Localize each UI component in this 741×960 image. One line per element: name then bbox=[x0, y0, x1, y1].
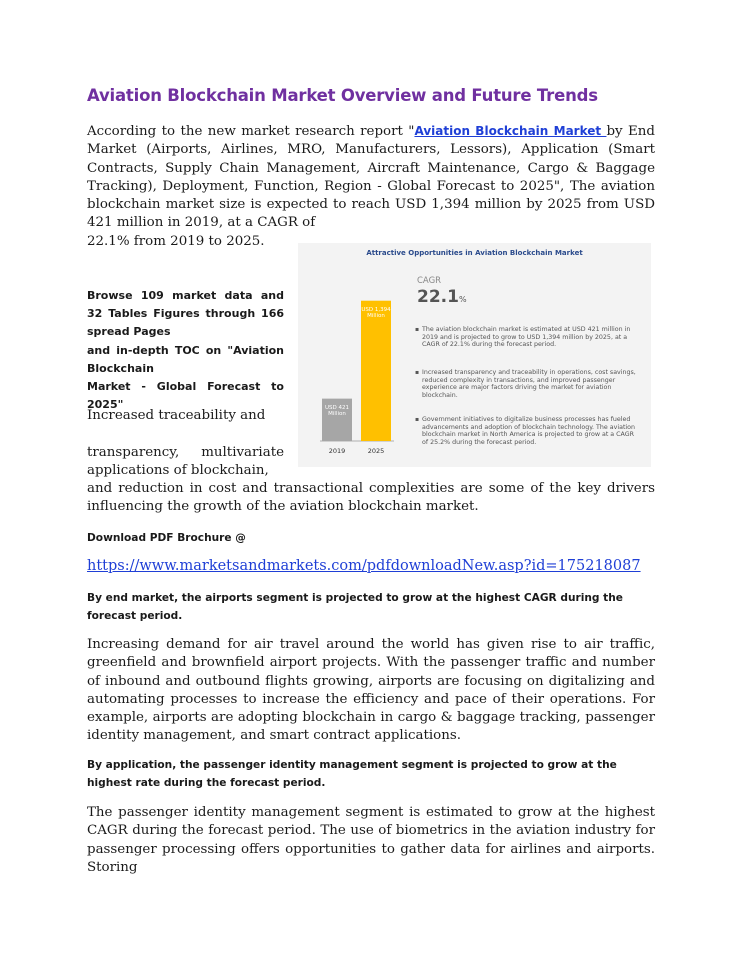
traceability-line-2: transparency, multivariate applications of blockchain, bbox=[87, 445, 284, 479]
paragraph-airports: Increasing demand for air travel around the world has given rise to air traffic, greenfield and brownfield airport projects. With the passenger traffic and number of inbound and outbound flights growing, airports are focusing on digitalizing and automating processes to increase the efficiency and pace of their operations. For example, airports are adopting blockchain in cargo & baggage tracking, passenger identity management, and smart contract applications. bbox=[87, 637, 655, 744]
cagr-unit: % bbox=[458, 295, 467, 304]
download-link[interactable]: https://www.marketsandmarkets.com/pdfdownloadNew.asp?id=175218087 bbox=[87, 558, 641, 574]
cagr-label: CAGR bbox=[417, 276, 442, 286]
download-label: Download PDF Brochure @ bbox=[87, 532, 246, 544]
heading-airports: By end market, the airports segment is projected to grow at the highest CAGR during the forecast period. bbox=[87, 592, 623, 622]
traceability-rest: and reduction in cost and transactional complexities are some of the key drivers influencing the growth of the aviation blockchain market. bbox=[87, 481, 655, 515]
intro-text-start: According to the new market research report " bbox=[87, 124, 415, 139]
paragraph-application: The passenger identity management segment is estimated to grow at the highest CAGR during the forecast period. The use of biometrics in the aviation industry for passenger processing offers opportunities to gather data for airlines and airports. Storing bbox=[87, 805, 655, 875]
browse-block bbox=[87, 287, 284, 414]
bar-2025 bbox=[361, 301, 391, 441]
bullet-1: ▪ The aviation blockchain market is estimated at USD 421 million in 2019 and is projected to grow to USD 1,394 million by 2025, at a CAGR of 22.1% during the forecast period. bbox=[415, 326, 640, 349]
infographic bbox=[298, 243, 651, 467]
intro-text-end: by End Market (Airports, Airlines, MRO, Manufacturers, Lessors), Application (Smart Contracts, Supply Chain Management, Aircraft Maintenance, Cargo & Baggage Tracking), Deployment, Function, Region - Global Forecast to 2025", The aviation blockchain market size is expected to reach USD 1,394 million by 2025 from USD 421 million in 2019, at a CAGR of bbox=[87, 124, 655, 231]
report-link[interactable]: Aviation Blockchain Market bbox=[414, 124, 607, 138]
browse-line-3: Market - Global Forecast to 2025" bbox=[87, 380, 284, 412]
bullet-2: ▪ Increased transparency and traceability in operations, cost savings, reduced complexity in transactions, and improved passenger experience are major factors driving the market for aviation blockchain. bbox=[415, 369, 640, 399]
infographic-title: Attractive Opportunities in Aviation Blockchain Market bbox=[366, 249, 583, 257]
browse-line-1: Browse 109 market data and 32 Tables Figures through 166 spread Pages bbox=[87, 289, 284, 339]
browse-line-2: and in-depth TOC on "Aviation Blockchain bbox=[87, 343, 284, 375]
cagr-value bbox=[417, 287, 467, 307]
heading-application: By application, the passenger identity management segment is projected to grow at the highest rate during the forecast period. bbox=[87, 759, 617, 789]
tick-label-2019: 2019 bbox=[328, 447, 346, 455]
bar-label-2025: USD 1,394 Million bbox=[361, 306, 391, 320]
page-title: Aviation Blockchain Market Overview and Future Trends bbox=[87, 86, 598, 105]
cagr-number: 22.1 bbox=[417, 287, 459, 307]
intro-last-line: 22.1% from 2019 to 2025. bbox=[87, 234, 265, 249]
intro-paragraph bbox=[87, 122, 655, 233]
tick-label-2025: 2025 bbox=[367, 447, 385, 455]
bullet-3: ▪ Government initiatives to digitalize business processes has fueled advancements and adoption of blockchain technology. The aviation blockchain market in North America is projected to grow at a CAGR of 25.2% during the forecast period. bbox=[415, 416, 640, 446]
bar-label-2019: USD 421 Million bbox=[325, 404, 349, 418]
traceability-line-1: Increased traceability and bbox=[87, 408, 266, 423]
